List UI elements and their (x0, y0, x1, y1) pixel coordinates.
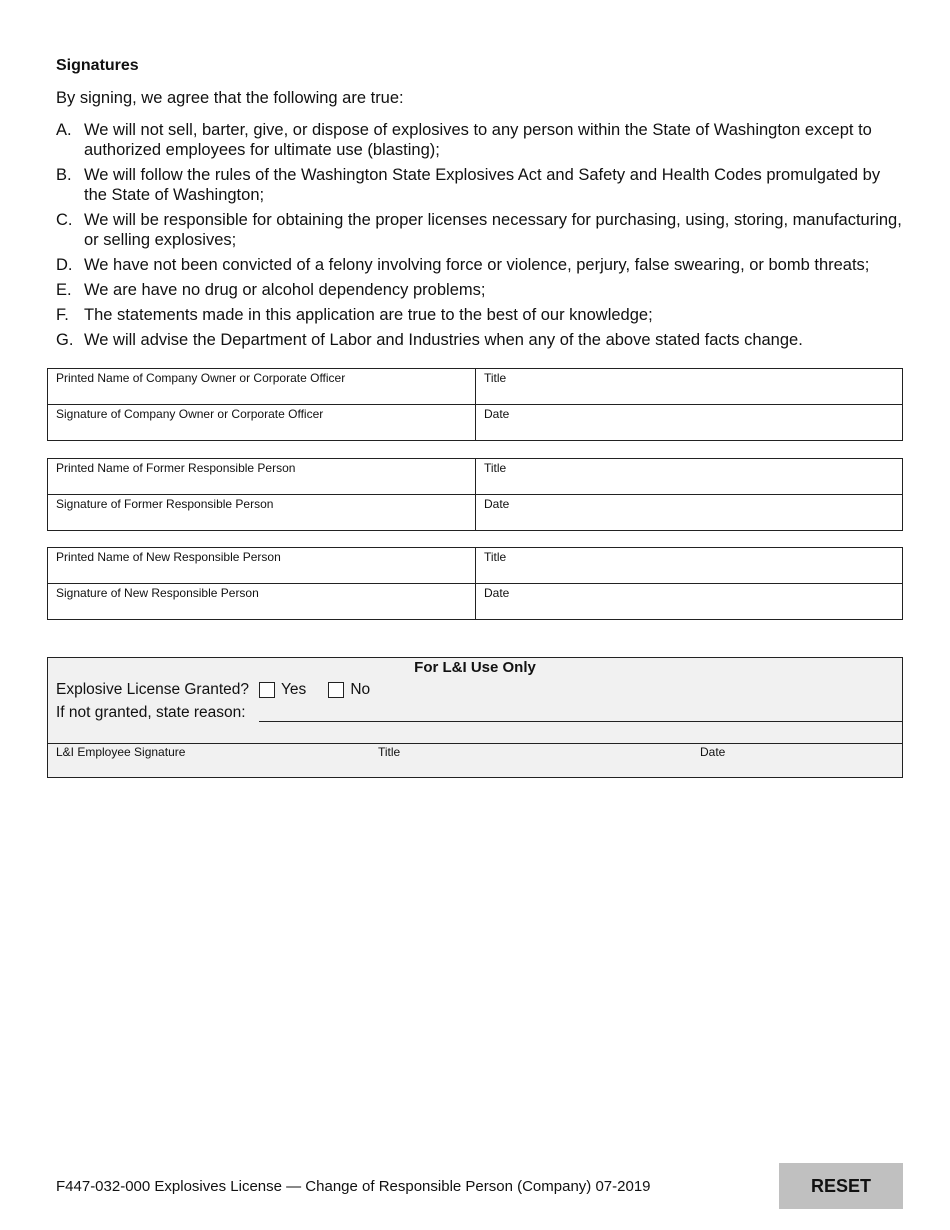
list-item (56, 330, 906, 350)
owner-printed-name-input[interactable] (56, 387, 467, 401)
former-title-label: Title (484, 461, 507, 475)
item-text: We will advise the Department of Labor and Industries when any of the above stated facts change. (84, 331, 803, 349)
office-title-label: Title (378, 745, 401, 759)
list-item (56, 280, 906, 300)
former-person-signature-table (47, 458, 903, 531)
owner-printed-name-label: Printed Name of Company Owner or Corporate Officer (56, 371, 346, 385)
owner-signature-table (47, 368, 903, 441)
former-title-cell (476, 459, 902, 494)
item-letter: A. (56, 121, 72, 139)
former-date-input[interactable] (484, 513, 894, 527)
license-granted-row (56, 681, 370, 699)
agreement-list (56, 120, 906, 355)
owner-signature-input[interactable] (56, 423, 467, 437)
owner-date-cell (476, 405, 902, 440)
new-date-input[interactable] (484, 602, 894, 616)
new-signature-cell (48, 584, 476, 619)
intro-text: By signing, we agree that the following are true: (56, 89, 404, 107)
employee-signature-label: L&I Employee Signature (56, 745, 186, 759)
owner-date-label: Date (484, 407, 510, 421)
new-date-cell (476, 584, 902, 619)
license-granted-label: Explosive License Granted? (56, 681, 250, 698)
new-printed-name-input[interactable] (56, 566, 467, 580)
owner-title-cell (476, 369, 902, 404)
office-use-title: For L&I Use Only (414, 659, 536, 676)
item-letter: F. (56, 306, 69, 324)
reason-input-line[interactable] (259, 721, 902, 722)
former-printed-name-cell (48, 459, 476, 494)
yes-label: Yes (281, 681, 307, 698)
item-letter: D. (56, 256, 73, 274)
new-title-input[interactable] (484, 566, 894, 580)
owner-title-input[interactable] (484, 387, 894, 401)
item-text: We will not sell, barter, give, or dispose of explosives to any person within the State of Washington except to authorized employees for ultimate use (blasting); (84, 121, 872, 159)
item-text: We will follow the rules of the Washington State Explosives Act and Safety and Health Codes promulgated by the State of Washington; (84, 166, 881, 204)
former-signature-cell (48, 495, 476, 530)
list-item (56, 165, 906, 205)
former-printed-name-label: Printed Name of Former Responsible Person (56, 461, 296, 475)
item-letter: G. (56, 331, 74, 349)
owner-title-label: Title (484, 371, 507, 385)
list-item (56, 120, 906, 160)
no-label: No (350, 681, 371, 698)
yes-checkbox[interactable] (259, 682, 275, 698)
item-letter: B. (56, 166, 72, 184)
office-divider (48, 743, 902, 744)
office-date-label: Date (700, 745, 726, 759)
reset-button[interactable]: RESET (779, 1163, 903, 1209)
owner-signature-cell (48, 405, 476, 440)
list-item (56, 305, 906, 325)
owner-signature-label: Signature of Company Owner or Corporate Officer (56, 407, 324, 421)
new-title-label: Title (484, 550, 507, 564)
item-text: The statements made in this application are true to the best of our knowledge; (84, 306, 653, 324)
item-text: We are have no drug or alcohol dependency problems; (84, 281, 486, 299)
new-person-signature-table (47, 547, 903, 620)
item-letter: E. (56, 281, 72, 299)
item-letter: C. (56, 211, 73, 229)
new-signature-label: Signature of New Responsible Person (56, 586, 259, 600)
form-id-footer: F447-032-000 Explosives License — Change of Responsible Person (Company) 07-2019 (56, 1178, 651, 1195)
new-printed-name-cell (48, 548, 476, 583)
former-signature-input[interactable] (56, 513, 467, 527)
office-use-box (47, 657, 903, 778)
former-date-cell (476, 495, 902, 530)
former-title-input[interactable] (484, 477, 894, 491)
new-printed-name-label: Printed Name of New Responsible Person (56, 550, 281, 564)
owner-date-input[interactable] (484, 423, 894, 437)
item-text: We will be responsible for obtaining the proper licenses necessary for purchasing, using, storing, manufacturing, or selling explosives; (84, 211, 902, 249)
item-text: We have not been convicted of a felony involving force or violence, perjury, false swearing, or bomb threats; (84, 256, 870, 274)
former-date-label: Date (484, 497, 510, 511)
former-signature-label: Signature of Former Responsible Person (56, 497, 274, 511)
list-item (56, 255, 906, 275)
new-signature-input[interactable] (56, 602, 467, 616)
owner-printed-name-cell (48, 369, 476, 404)
no-checkbox[interactable] (328, 682, 344, 698)
former-printed-name-input[interactable] (56, 477, 467, 491)
new-title-cell (476, 548, 902, 583)
list-item (56, 210, 906, 250)
reason-label: If not granted, state reason: (56, 704, 246, 721)
new-date-label: Date (484, 586, 510, 600)
section-heading: Signatures (56, 57, 139, 74)
